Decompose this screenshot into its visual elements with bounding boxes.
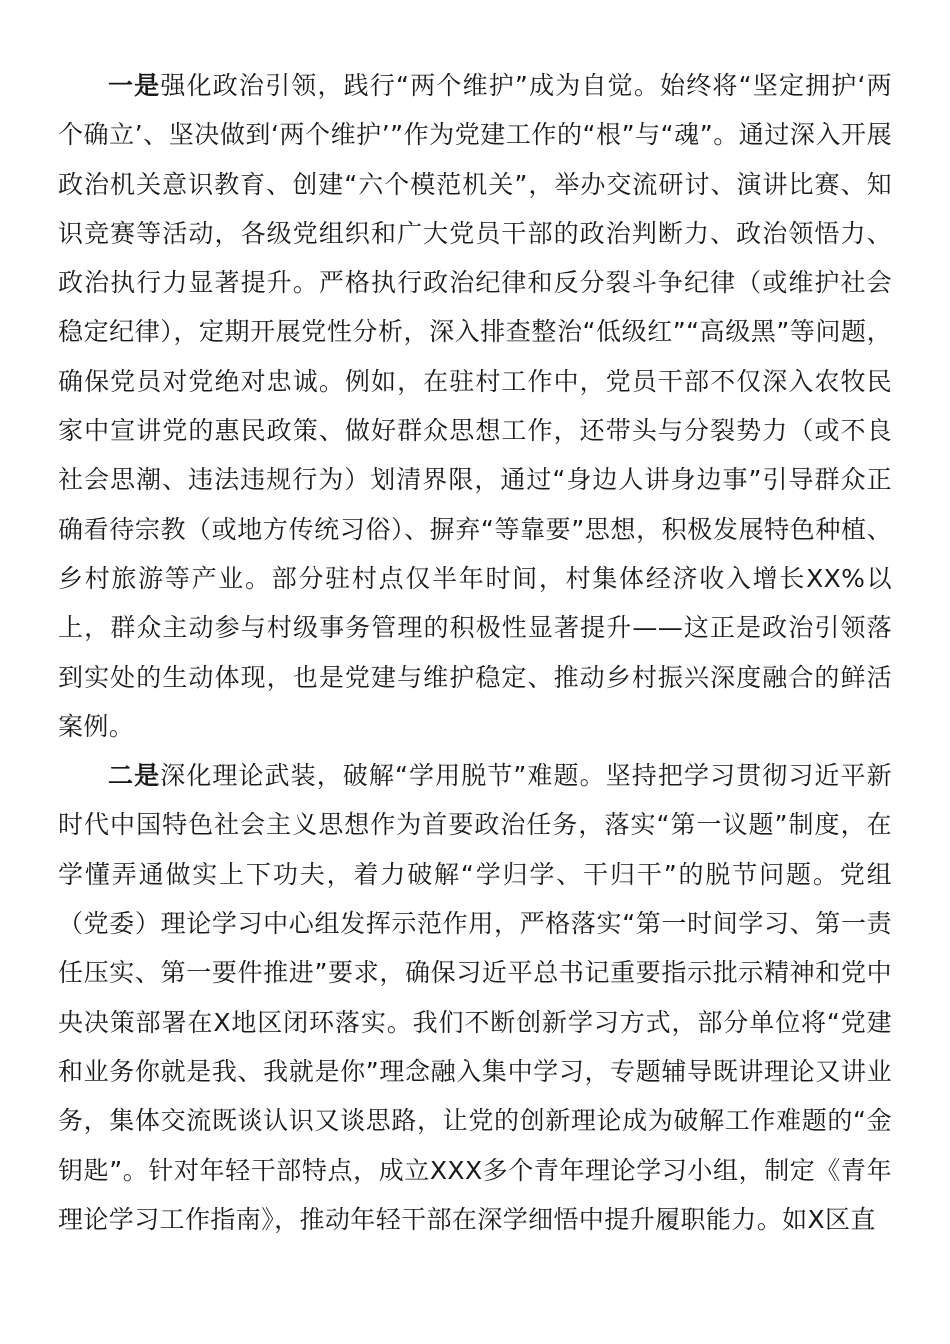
paragraph-2-body: 深化理论武装，破解“学用脱节”难题。坚持把学习贯彻习近平新时代中国特色社会主义思想作为首要政治任务，落实“第一议题”制度，在学懂弄通做实上下功夫，着力破解“学归学、干归干”的脱节问题。党组（党委）理论学习中心组发挥示范作用，严格落实“第一时间学习、第一责任压实、第一要件推进”要求，确保习近平总书记重要指示批示精神和党中央决策部署在X地区闭环落实。我们不断创新学习方式，部分单位将“党建和业务你就是我、我就是你”理念融入集中学习，专题辅导既讲理论又讲业务，集体交流既谈认识又谈思路，让党的创新理论成为破解工作难题的“金钥匙”。针对年轻干部特点，成立XXX多个青年理论学习小组，制定《青年理论学习工作指南》，推动年轻干部在深学细悟中提升履职能力。如X区直 xyxy=(58,761,892,1234)
paragraph-1-body: 强化政治引领，践行“两个维护”成为自觉。始终将“坚定拥护‘两个确立’、坚决做到‘两个维护’”作为党建工作的“根”与“魂”。通过深入开展政治机关意识教育、创建“六个模范机关”，举办交流研讨、演讲比赛、知识竞赛等活动，各级党组织和广大党员干部的政治判断力、政治领悟力、政治执行力显著提升。严格执行政治纪律和反分裂斗争纪律（或维护社会稳定纪律），定期开展党性分析，深入排查整治“低级红”“高级黑”等问题，确保党员对党绝对忠诚。例如，在驻村工作中，党员干部不仅深入农牧民家中宣讲党的惠民政策、做好群众思想工作，还带头与分裂势力（或不良社会思潮、违法违规行为）划清界限，通过“身边人讲身边事”引导群众正确看待宗教（或地方传统习俗）、摒弃“等靠要”思想，积极发展特色种植、乡村旅游等产业。部分驻村点仅半年时间，村集体经济收入增长XX%以上，群众主动参与村级事务管理的积极性显著提升——这正是政治引领落到实处的生动体现，也是党建与维护稳定、推动乡村振兴深度融合的鲜活案例。 xyxy=(58,71,892,741)
paragraph-1 xyxy=(58,61,892,751)
paragraph-1-lead: 一是 xyxy=(108,71,161,100)
paragraph-2 xyxy=(58,751,892,1244)
paragraph-2-lead: 二是 xyxy=(108,761,161,791)
